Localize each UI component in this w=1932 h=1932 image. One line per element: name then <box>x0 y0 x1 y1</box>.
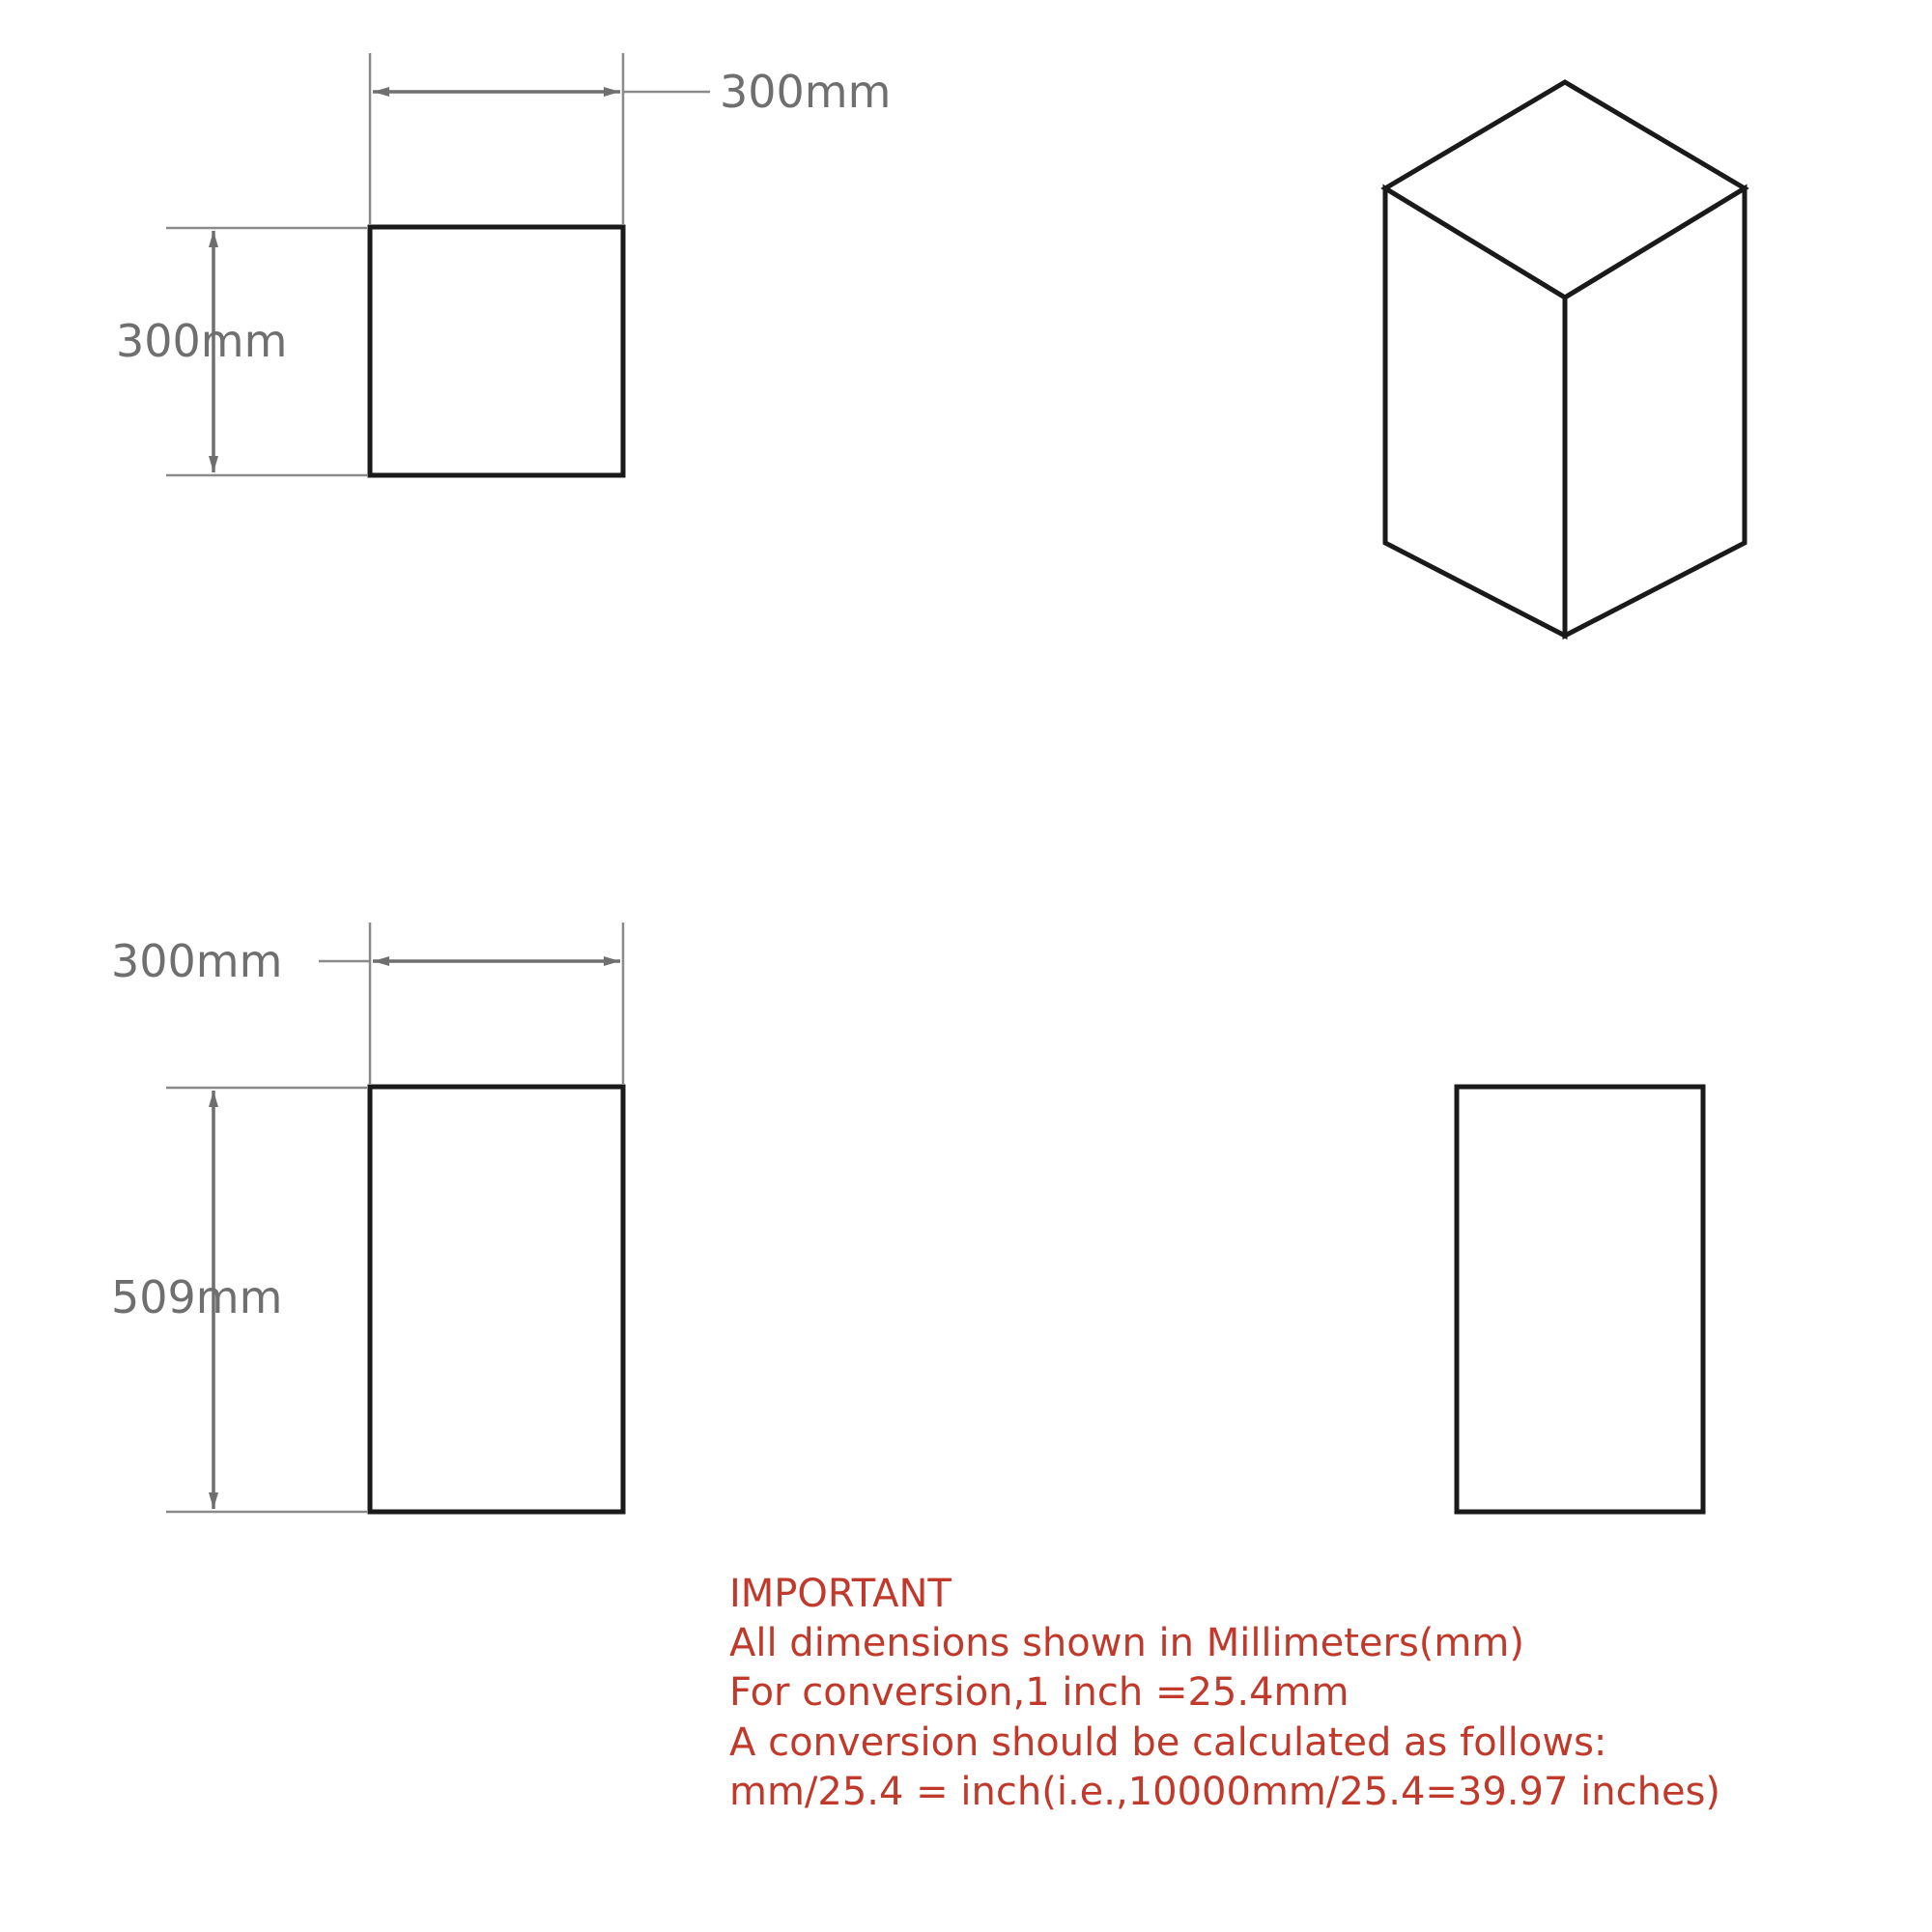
plain-rectangle-view-group <box>1457 1087 1703 1512</box>
note-line-3: A conversion should be calculated as follows: <box>729 1719 1607 1765</box>
front-view-group <box>166 53 710 475</box>
dimension-label-top-width: 300mm <box>720 66 892 118</box>
important-note-block <box>729 1570 1720 1817</box>
note-line-2: For conversion,1 inch =25.4mm <box>729 1670 1350 1716</box>
dimension-label-bottom-width: 300mm <box>111 935 283 987</box>
note-line-1: All dimensions shown in Millimeters(mm) <box>729 1621 1524 1666</box>
plain-rectangle <box>1457 1087 1703 1512</box>
isometric-view-group <box>1385 82 1745 636</box>
dimension-label-bottom-height: 509mm <box>111 1271 283 1323</box>
note-heading: IMPORTANT <box>729 1572 952 1616</box>
side-view-group <box>166 923 623 1512</box>
note-line-4: mm/25.4 = inch(i.e.,10000mm/25.4=39.97 inches) <box>729 1769 1721 1814</box>
front-view-square <box>370 227 623 475</box>
dimension-label-top-height: 300mm <box>116 315 288 367</box>
side-view-rectangle <box>370 1087 623 1512</box>
